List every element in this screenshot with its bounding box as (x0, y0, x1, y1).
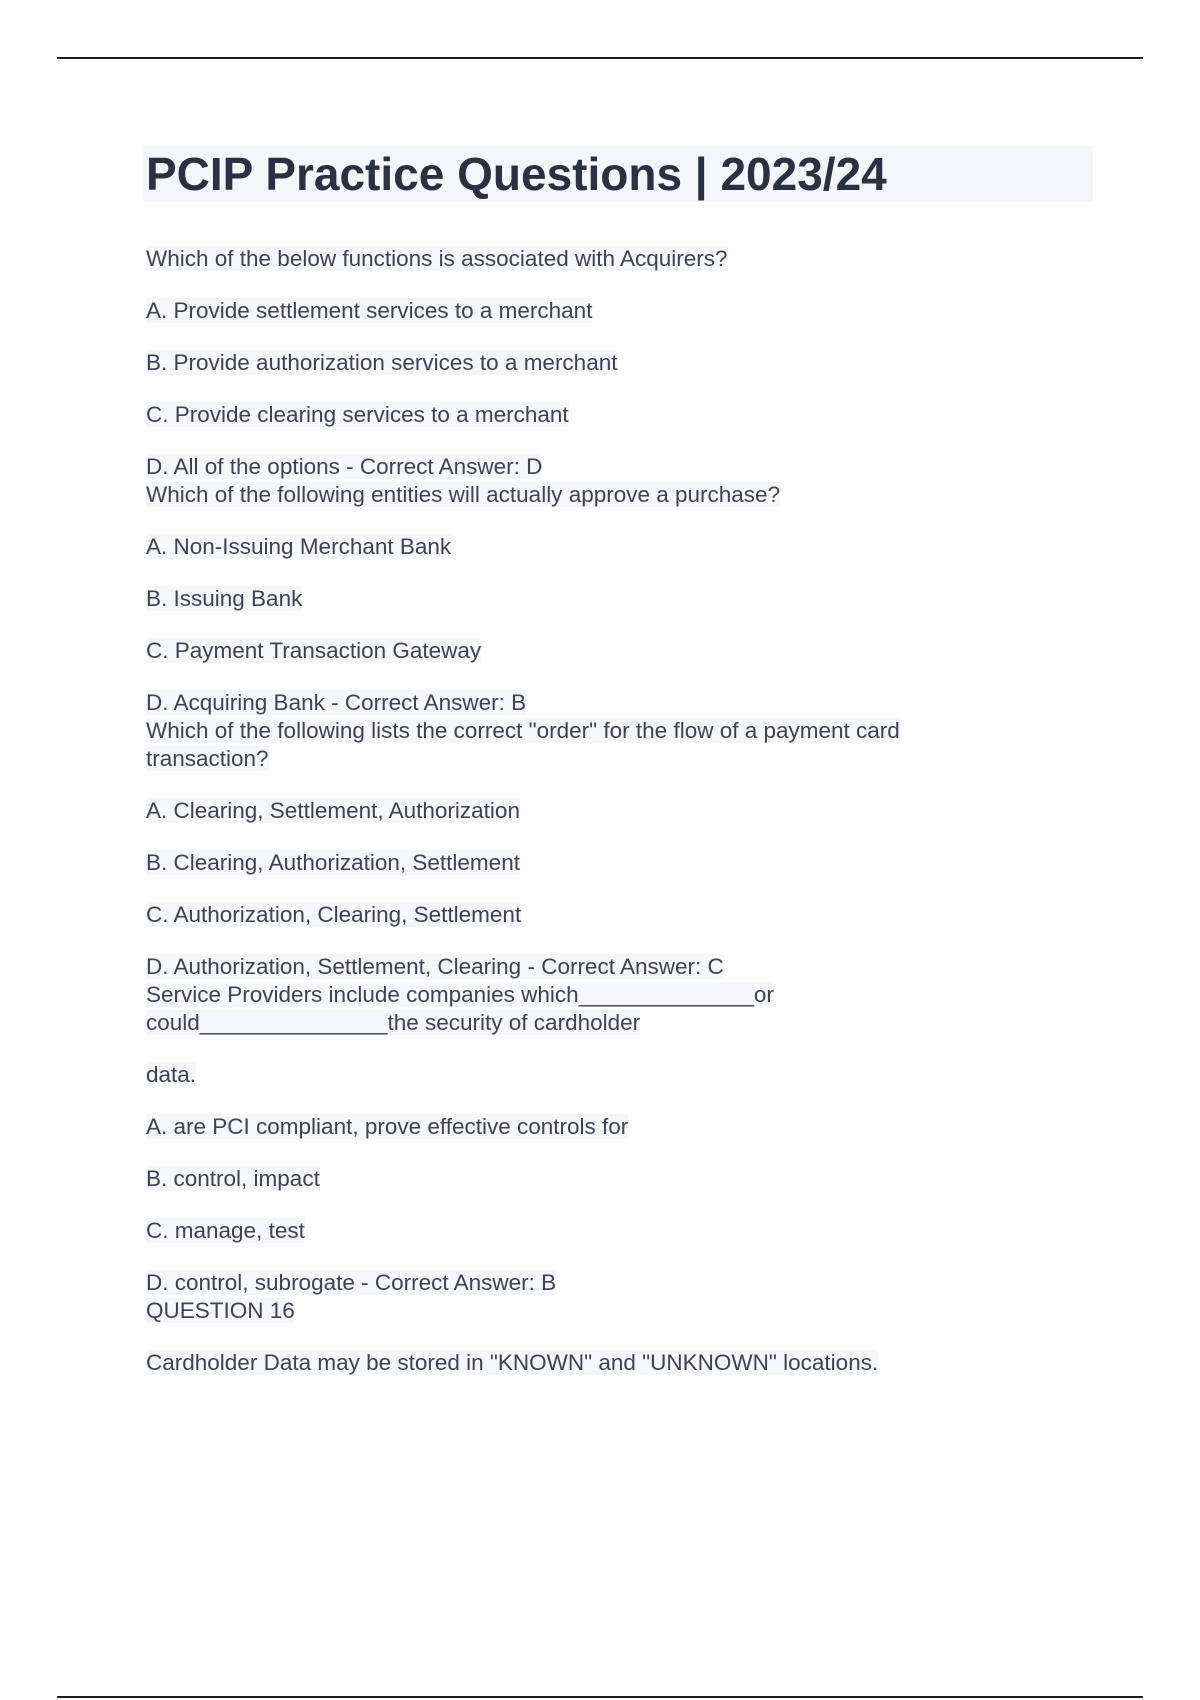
answer-option-with-correct-answer: D. control, subrogate - Correct Answer: B (146, 1270, 557, 1295)
answer-option: B. control, impact (146, 1166, 320, 1191)
question-line: Cardholder Data may be stored in "KNOWN" and "UNKNOWN" locations. (146, 1350, 879, 1375)
answer-option: A. Non-Issuing Merchant Bank (146, 534, 452, 559)
question-line: Which of the below functions is associated with Acquirers? (146, 246, 728, 271)
answer-option: B. Clearing, Authorization, Settlement (146, 850, 520, 875)
question-line: Which of the following entities will actually approve a purchase? (146, 482, 781, 507)
answer-option-with-correct-answer: D. All of the options - Correct Answer: D (146, 454, 543, 479)
question-line: transaction? (146, 746, 269, 771)
answer-option-with-correct-answer: D. Authorization, Settlement, Clearing - Correct Answer: C (146, 954, 724, 979)
page-title: PCIP Practice Questions | 2023/24 (146, 148, 887, 200)
question-line: Which of the following lists the correct "order" for the flow of a payment card (146, 718, 900, 743)
question-line: could_______________the security of cardholder (146, 1010, 641, 1035)
question-line: data. (146, 1062, 197, 1087)
answer-option: A. Provide settlement services to a merchant (146, 298, 593, 323)
question-line: Service Providers include companies which______________or (146, 982, 774, 1007)
answer-option: C. Payment Transaction Gateway (146, 638, 482, 663)
question-body (146, 245, 1146, 1377)
answer-option: B. Provide authorization services to a merchant (146, 350, 618, 375)
answer-option: B. Issuing Bank (146, 586, 303, 611)
top-rule (57, 57, 1143, 59)
bottom-rule (57, 1696, 1143, 1698)
answer-option: A. Clearing, Settlement, Authorization (146, 798, 520, 823)
answer-option: A. are PCI compliant, prove effective controls for (146, 1114, 629, 1139)
answer-option: C. Authorization, Clearing, Settlement (146, 902, 522, 927)
answer-option: C. manage, test (146, 1218, 305, 1243)
answer-option-with-correct-answer: D. Acquiring Bank - Correct Answer: B (146, 690, 527, 715)
answer-option: C. Provide clearing services to a merchant (146, 402, 569, 427)
question-heading: QUESTION 16 (146, 1298, 295, 1323)
